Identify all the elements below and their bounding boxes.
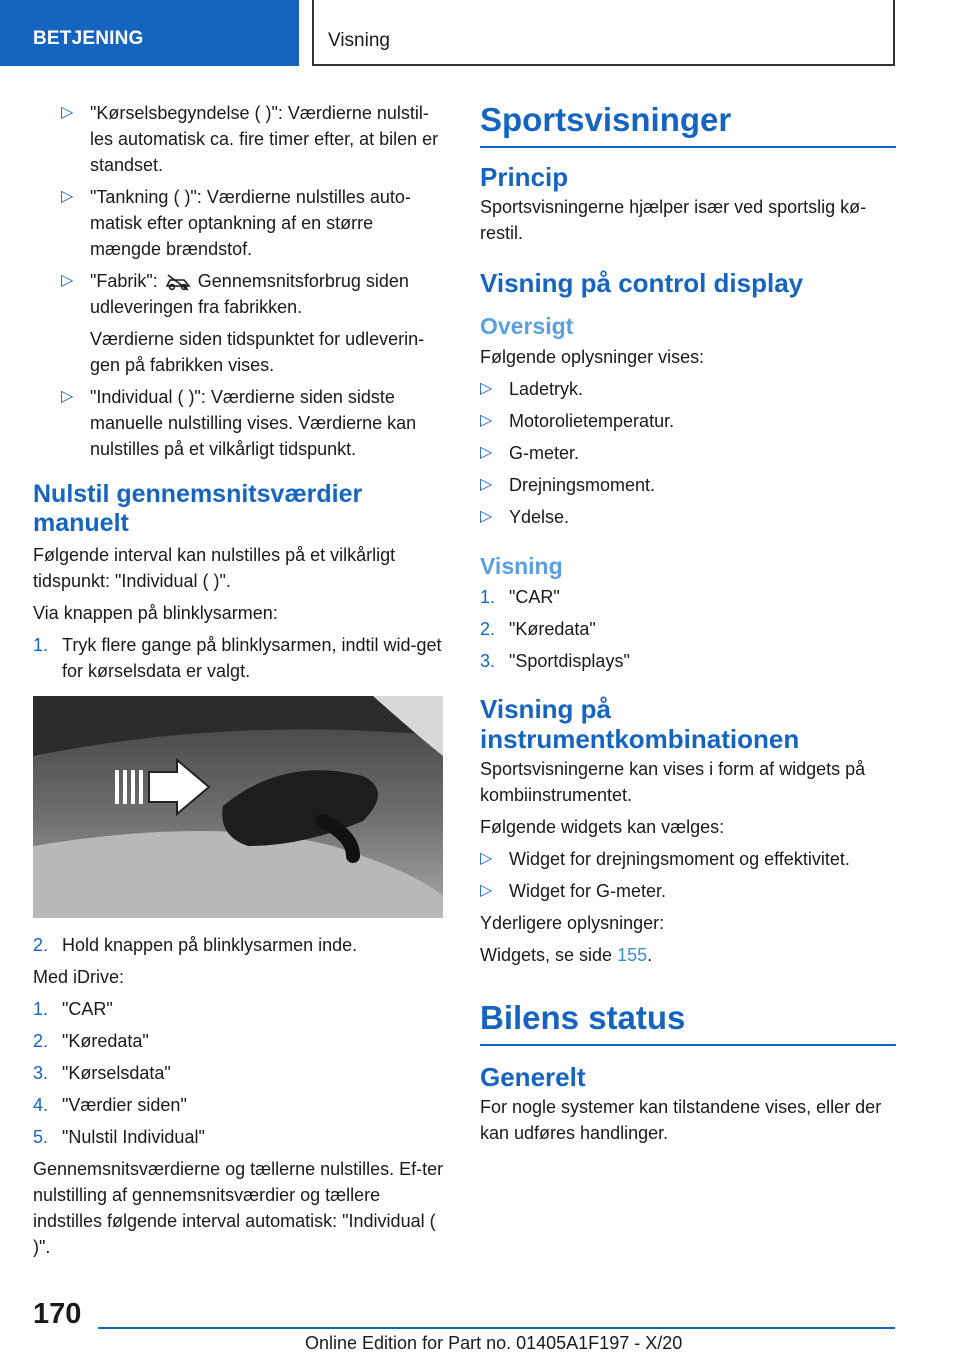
chapter-title: Visning [328,30,390,51]
princip-text: Sportsvisningerne hjælper især ved sportslig kø-restil. [480,197,867,243]
control-display-heading: Visning på control display [480,268,804,298]
lever-illustration [33,696,443,918]
list-item: ▷ "Individual ( )": Værdierne siden sidste manuelle nulstilling vises. Værdierne kan nulstilles på et vilkårligt tidspunkt. [33,384,445,462]
status-title: Bilens status [480,998,896,1046]
more-info-label: Yderligere oplysninger: [480,913,665,933]
section-label: BETJENING [33,28,144,49]
button-steps [33,632,445,684]
list-item: ▷ Ladetryk. [480,376,896,402]
list-item: ▷ "Tankning ( )": Værdierne nulstilles auto-matisk efter optankning af en større mængde brændstof. [33,184,445,262]
list-item: ▷ Widget for G-meter. [480,878,896,904]
oversigt-list [480,376,896,530]
list-item: 2. "Køredata" [480,619,596,639]
factory-car-icon [164,272,192,292]
list-item: ▷ Widget for drejningsmoment og effektivitet. [480,846,896,872]
edition-footer: Online Edition for Part no. 01405A1F197 - X/20 [305,1333,683,1353]
triangle-bullet-icon: ▷ [61,388,74,405]
list-item: ▷ Motorolietemperatur. [480,408,896,434]
list-item: ▷ "Kørselsbegyndelse ( )": Værdierne nulstil-les automatisk ca. fire timer efter, at bilen er standset. [33,100,445,178]
triangle-bullet-icon: ▷ [480,412,493,429]
turn-signal-lever-photo [33,696,443,918]
list-item: 4. "Værdier siden" [33,1095,187,1115]
oversigt-intro: Følgende oplysninger vises: [480,347,705,367]
triangle-bullet-icon: ▷ [480,882,493,899]
chapter-header [312,0,895,66]
list-item: 1. "CAR" [33,999,113,1019]
list-item-note: Værdierne siden tidspunktet for udleverin-gen på fabrikken vises. [90,329,425,375]
list-item: ▷ "Fabrik": Gennemsnitsforbrug siden udleveringen fra fabrikken. Værdierne siden tidspunktet for udleverin-gen på fabrikken vises. [33,268,445,378]
princip-heading: Princip [480,162,569,192]
list-item: 1. "CAR" [480,587,560,607]
list-item: 3. "Sportdisplays" [480,651,630,671]
visning-heading: Visning [480,553,563,579]
triangle-bullet-icon: ▷ [480,444,493,461]
instrument-text: Sportsvisningerne kan vises i form af widgets på kombiinstrumentet. [480,759,866,805]
triangle-bullet-icon: ▷ [61,188,74,205]
list-item: 2. "Køredata" [33,1031,149,1051]
triangle-bullet-icon: ▷ [480,508,493,525]
list-item: 3. "Kørselsdata" [33,1063,171,1083]
list-item: 1. Tryk flere gange på blinklysarmen, indtil wid-get for kørselsdata er valgt. [33,635,442,681]
sport-title: Sportsvisninger [480,100,896,148]
triangle-bullet-icon: ▷ [480,380,493,397]
list-item: 5. "Nulstil Individual" [33,1127,205,1147]
closing-text: Gennemsnitsværdierne og tællerne nulstilles. Ef-ter nulstilling af gennemsnitsværdier og tællere indstilles følgende interval automatisk: "Individual ( )". [33,1159,444,1257]
idrive-label: Med iDrive: [33,967,125,987]
right-column [480,100,896,1152]
triangle-bullet-icon: ▷ [480,850,493,867]
section-tab [0,0,299,66]
triangle-bullet-icon: ▷ [61,104,74,121]
reset-intro: Følgende interval kan nulstilles på et vilkårligt tidspunkt: "Individual ( )". [33,545,396,591]
page-link[interactable]: 155 [617,945,648,965]
visning-steps [480,584,896,674]
list-item: ▷ Ydelse. [480,504,896,530]
generelt-text: For nogle systemer kan tilstandene vises, eller der kan udføres handlinger. [480,1097,882,1143]
hold-steps [33,932,445,958]
instrument-heading: Visning på instrumentkombinationen [480,694,800,754]
list-item: 2. Hold knappen på blinklysarmen inde. [33,935,358,955]
widgets-list [480,846,896,904]
interval-list [33,100,445,462]
reset-heading: Nulstil gennemsnitsværdier manuelt [33,480,363,537]
page-number: 170 [33,1298,82,1330]
widgets-intro: Følgende widgets kan vælges: [480,817,725,837]
triangle-bullet-icon: ▷ [61,272,74,289]
via-button-label: Via knappen på blinklysarmen: [33,603,278,623]
triangle-bullet-icon: ▷ [480,476,493,493]
list-item: ▷ Drejningsmoment. [480,472,896,498]
generelt-heading: Generelt [480,1062,586,1092]
widgets-reference: Widgets, se side 155. [480,945,653,965]
list-item: ▷ G-meter. [480,440,896,466]
left-column [33,100,445,1266]
footer-divider [98,1327,895,1329]
idrive-steps [33,996,445,1150]
oversigt-heading: Oversigt [480,313,574,339]
